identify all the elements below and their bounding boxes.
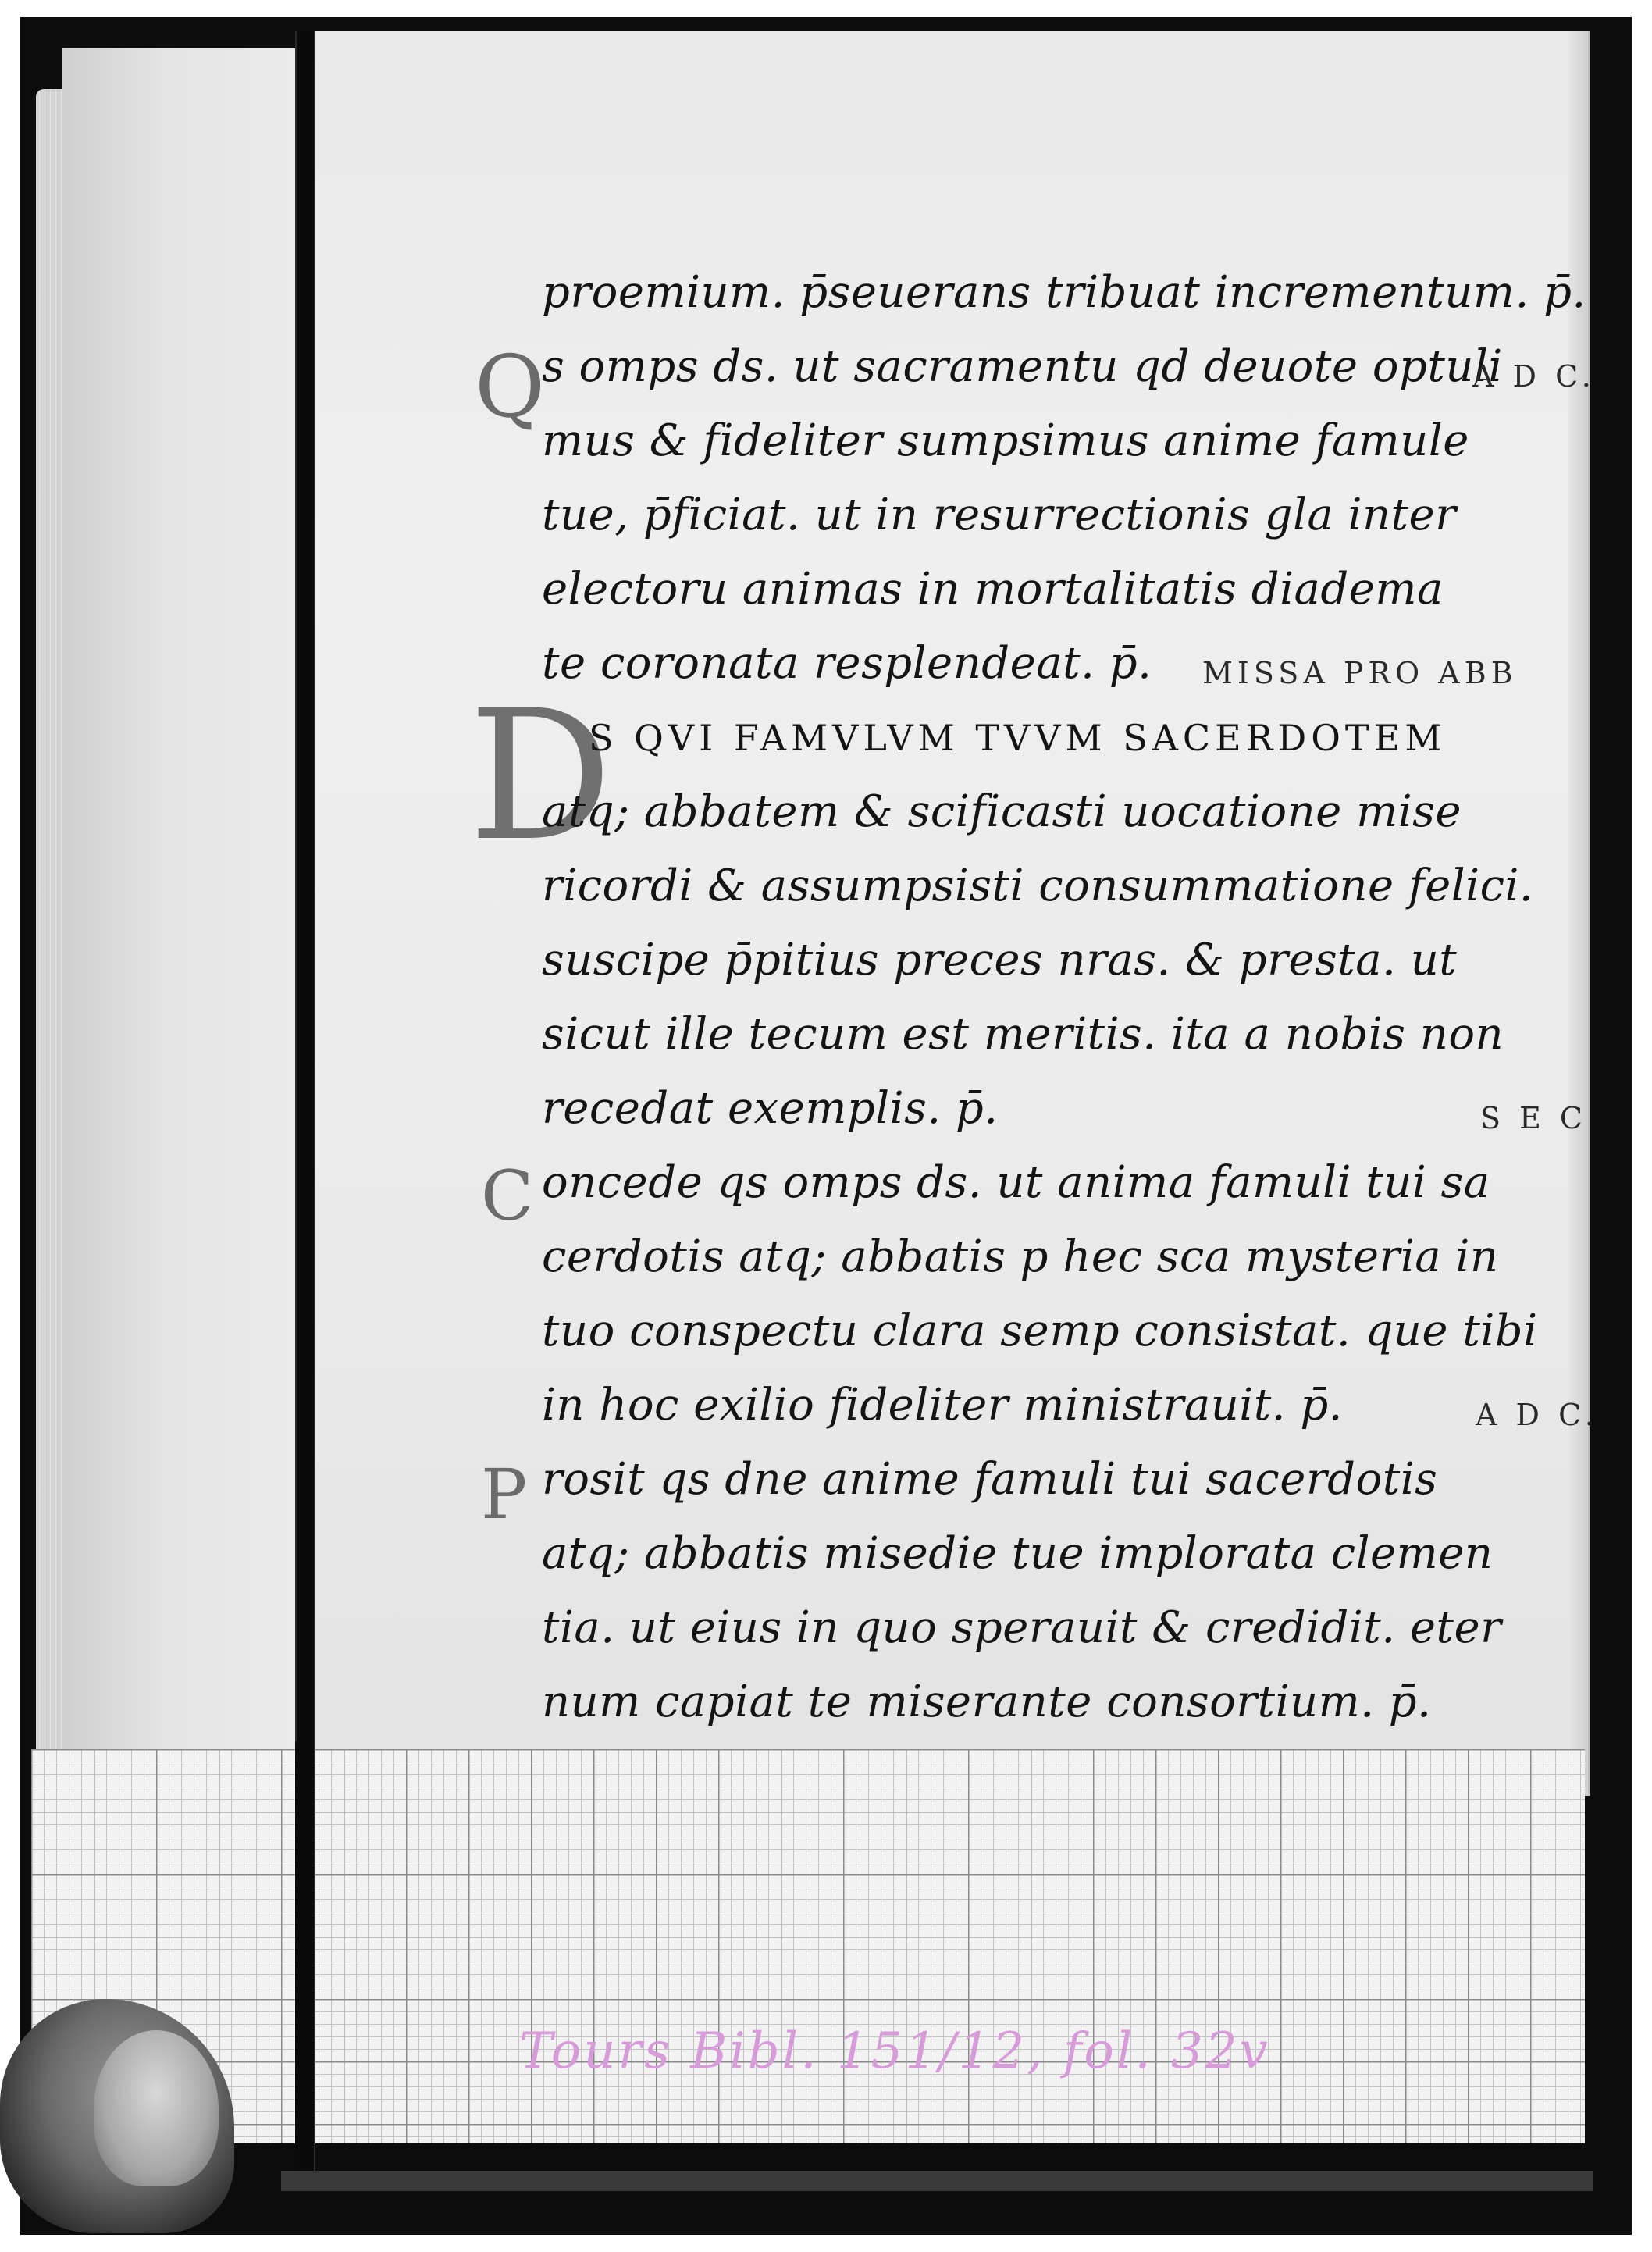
text-line: cerdotis atq; abbatis p hec sca mysteria in	[542, 1231, 1499, 1282]
binding-strap-lower	[295, 1741, 312, 2179]
initial-c: C	[481, 1156, 534, 1236]
text-line: tuo conspectu clara semp consistat. que tibi	[542, 1306, 1538, 1356]
text-line: atq; abbatem & scificasti uocatione mise	[542, 786, 1462, 837]
text-line-capitals: S QVI FAMVLVM TVVM SACERDOTEM	[589, 717, 1447, 759]
margin-note-adc-2: A D C.	[1476, 1398, 1599, 1432]
left-page	[62, 48, 312, 1782]
graph-paper-scale	[31, 1749, 1585, 2143]
text-line: num capiat te miserante consortium. p̄.	[542, 1677, 1432, 1727]
text-line: recedat exemplis. p̄.	[542, 1083, 999, 1134]
text-line: atq; abbatis misedie tue implorata clemen	[542, 1528, 1494, 1579]
rubric-missa-pro-abb: MISSA PRO ABB	[1202, 656, 1518, 690]
margin-note-sec: S E C	[1480, 1101, 1588, 1135]
text-line: suscipe p̄pitius preces nras. & presta. ut	[542, 935, 1458, 985]
text-line: proemium. p̄seuerans tribuat incrementum. p̄.	[542, 267, 1586, 318]
margin-note-adc: A D C.	[1472, 359, 1596, 394]
text-line: tia. ut eius in quo sperauit & credidit. eter	[542, 1602, 1502, 1653]
pencil-shelfmark-note: Tours Bibl. 151/12, fol. 32v	[519, 2022, 1270, 2080]
text-line: te coronata resplendeat. p̄.	[542, 638, 1152, 689]
text-line: ricordi & assumpsisti consummatione felici.	[542, 861, 1534, 911]
text-line: rosit qs dne anime famuli tui sacerdotis	[542, 1454, 1438, 1505]
text-line: tue, p̄ficiat. ut in resurrectionis gla inter	[542, 490, 1457, 540]
initial-p: P	[481, 1454, 528, 1534]
text-line: electoru animas in mortalitatis diadema	[542, 564, 1444, 615]
book-bottom-edge	[281, 2171, 1593, 2191]
text-line: oncede qs omps ds. ut anima famuli tui sa	[542, 1157, 1490, 1208]
initial-q: Q	[475, 337, 546, 437]
text-line: in hoc exilio fideliter ministrauit. p̄.	[542, 1380, 1343, 1431]
text-line: sicut ille tecum est meritis. ita a nobis non	[542, 1009, 1504, 1060]
text-line: mus & fideliter sumpsimus anime famule	[542, 415, 1469, 466]
initial-d: D	[468, 672, 613, 881]
text-line: s omps ds. ut sacramentu qd deuote optuli	[542, 341, 1503, 392]
thumbnail	[94, 2030, 219, 2186]
